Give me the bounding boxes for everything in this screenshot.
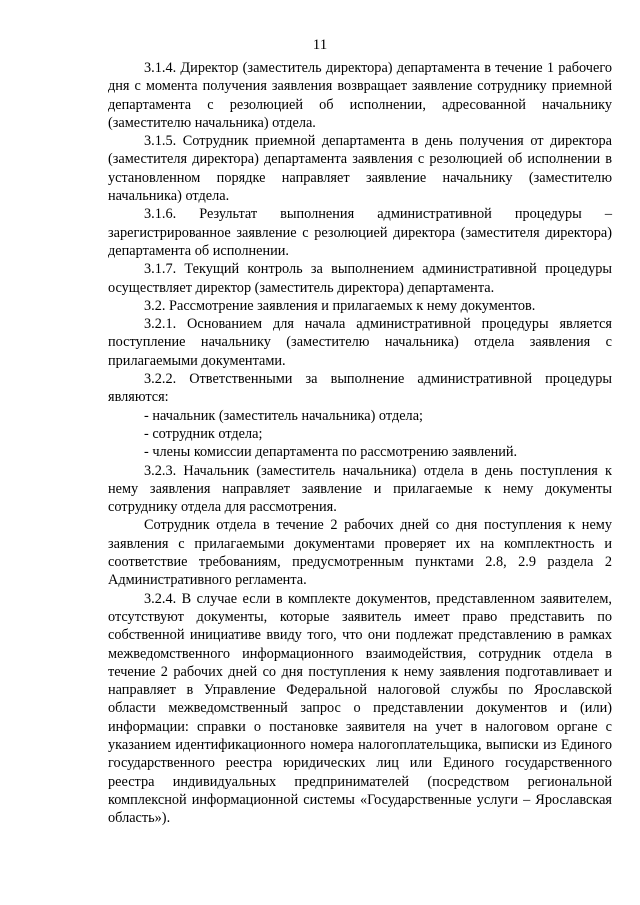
section-heading-3-2: 3.2. Рассмотрение заявления и прилагаемых к нему документов. bbox=[144, 297, 536, 314]
page-number: 11 bbox=[312, 37, 328, 53]
paragraph-employee-review: Сотрудник отдела в течение 2 рабочих дней со дня поступления к нему заявления с прилагаемыми документами проверяет их на комплектность и соответствие требованиям, предусмотренным пунктами 2.8, 2.9 раздела 2 Административного регламента. bbox=[108, 517, 612, 589]
paragraph-3-2-2: 3.2.2. Ответственными за выполнение административной процедуры являются: bbox=[108, 371, 612, 406]
paragraph-3-2-1: 3.2.1. Основанием для начала административной процедуры является поступление начальнику (заместителю начальника) отдела заявления с прилагаемыми документами. bbox=[108, 316, 612, 369]
paragraph-3-2-3: 3.2.3. Начальник (заместитель начальника) отдела в день поступления к нему заявления направляет заявление и прилагаемые к нему документы сотруднику отдела для рассмотрения. bbox=[108, 462, 612, 516]
list-item: - члены комиссии департамента по рассмотрению заявлений. bbox=[144, 444, 518, 461]
paragraph-3-1-5: 3.1.5. Сотрудник приемной департамента в день получения от директора (заместителя директора) департамента заявления с резолюцией об исполнении в установленном порядке направляет заявление начальнику (заместителю начальника) отдела. bbox=[108, 133, 612, 205]
paragraph-3-2-4: 3.2.4. В случае если в комплекте документов, представленном заявителем, отсутствуют документы, которые заявитель имеет право представить по собственной инициативе ввиду того, что они подлежат представлению в рамках межведомственного информационного взаимодействия, сотрудник отдела в течение 2 рабочих дней со дня поступления к нему заявления подготавливает и направляет в Управление Федеральной налоговой службы по Ярославской области межведомственный запрос о представлении документов и (или) информации: справки о постановке заявителя на учет в налоговом органе с указанием идентификационного номера налогоплательщика, выписки из Единого государственного реестра юридических лиц или Единого государственного реестра индивидуальных предпринимателей (посредством региональной комплексной информационной системы «Государственные услуги – Ярославская область»). bbox=[108, 590, 612, 827]
paragraph-3-1-7: 3.1.7. Текущий контроль за выполнением административной процедуры осуществляет директор (заместитель директора) департамента. bbox=[108, 261, 612, 296]
paragraph-3-1-6: 3.1.6. Результат выполнения административной процедуры – зарегистрированное заявление с резолюцией директора (заместителя директора) департамента об исполнении. bbox=[108, 206, 612, 259]
paragraph-3-1-4: 3.1.4. Директор (заместитель директора) департамента в течение 1 рабочего дня с момента получения заявления возвращает заявление сотруднику приемной департамента с резолюцией об исполнении, адресованной начальнику (заместителю начальника) отдела. bbox=[108, 60, 612, 131]
list-item: - сотрудник отдела; bbox=[144, 425, 263, 442]
document-body bbox=[108, 59, 612, 827]
list-item: - начальник (заместитель начальника) отдела; bbox=[144, 407, 424, 424]
